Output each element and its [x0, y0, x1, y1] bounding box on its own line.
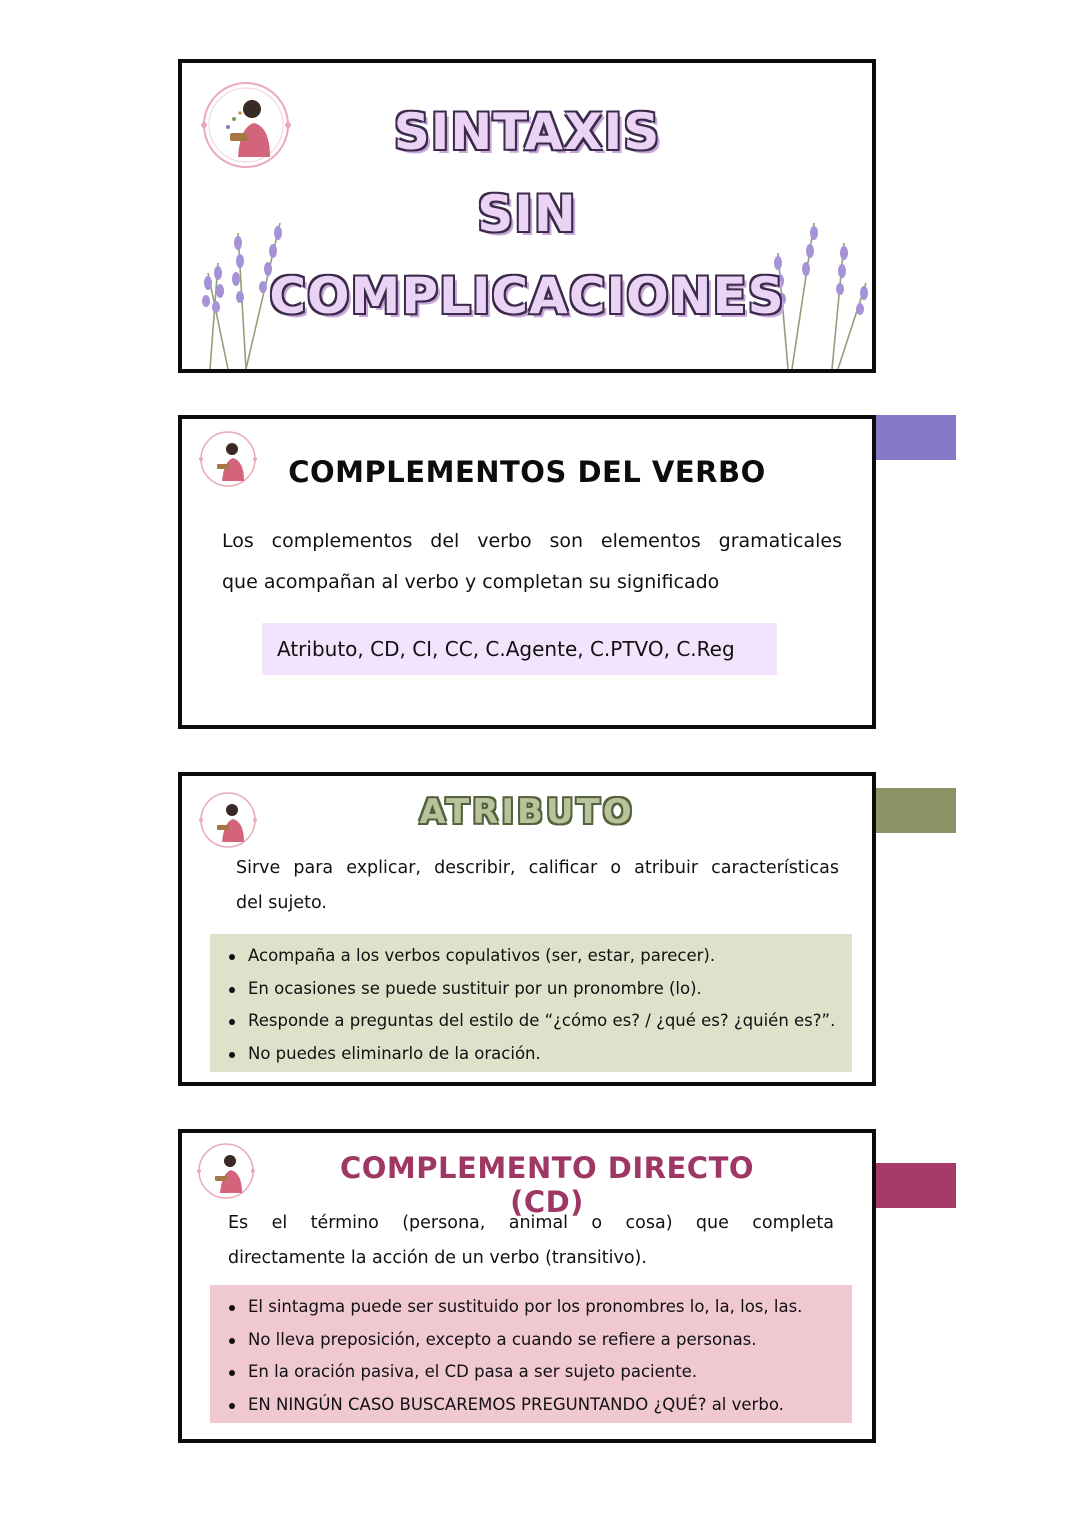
complement-types-box: Atributo, CD, CI, CC, C.Agente, C.PTVO, C.Reg	[262, 623, 777, 675]
section-tab-atributo	[874, 788, 956, 833]
definition-line-1: Es el término (persona, animal o cosa) que completa	[228, 1213, 834, 1233]
definition-line-2: que acompañan al verbo y completan su significado	[222, 571, 720, 593]
section-title: COMPLEMENTO DIRECTO (CD)	[339, 1151, 755, 1219]
definition-line-2: directamente la acción de un verbo (transitivo).	[228, 1248, 647, 1268]
rules-box	[210, 1285, 852, 1423]
definition-line-1: Los complementos del verbo son elementos gramaticales	[222, 530, 842, 552]
complementos-card	[178, 415, 876, 729]
list-item: En la oración pasiva, el CD pasa a ser sujeto paciente.	[248, 1356, 852, 1389]
definition-line-1: Sirve para explicar, describir, calificar o atribuir características	[236, 858, 839, 878]
title-line-2: SIN	[477, 185, 577, 243]
list-item: El sintagma puede ser sustituido por los pronombres lo, la, los, las.	[248, 1291, 852, 1324]
section-tab-cd	[874, 1163, 956, 1208]
atributo-card	[178, 772, 876, 1086]
section-title: COMPLEMENTOS DEL VERBO	[288, 455, 766, 489]
section-title: ATRIBUTO	[419, 792, 635, 832]
list-item: No puedes eliminarlo de la oración.	[248, 1038, 852, 1071]
cd-card	[178, 1129, 876, 1443]
list-item: No lleva preposición, excepto a cuando se refiere a personas.	[248, 1324, 852, 1357]
title-line-1: SINTAXIS	[393, 103, 661, 161]
header-card	[178, 59, 876, 373]
title-line-3: COMPLICACIONES	[269, 267, 785, 325]
definition-line-2: del sujeto.	[236, 893, 327, 913]
list-item: Acompaña a los verbos copulativos (ser, estar, parecer).	[248, 940, 852, 973]
logo-avatar-icon	[196, 1141, 256, 1201]
rules-box	[210, 934, 852, 1072]
list-item: Responde a preguntas del estilo de “¿cómo es? / ¿qué es? ¿quién es?”.	[248, 1005, 852, 1038]
section-tab-complementos	[874, 415, 956, 460]
list-item: En ocasiones se puede sustituir por un pronombre (lo).	[248, 973, 852, 1006]
list-item: EN NINGÚN CASO BUSCAREMOS PREGUNTANDO ¿QUÉ? al verbo.	[248, 1389, 852, 1422]
